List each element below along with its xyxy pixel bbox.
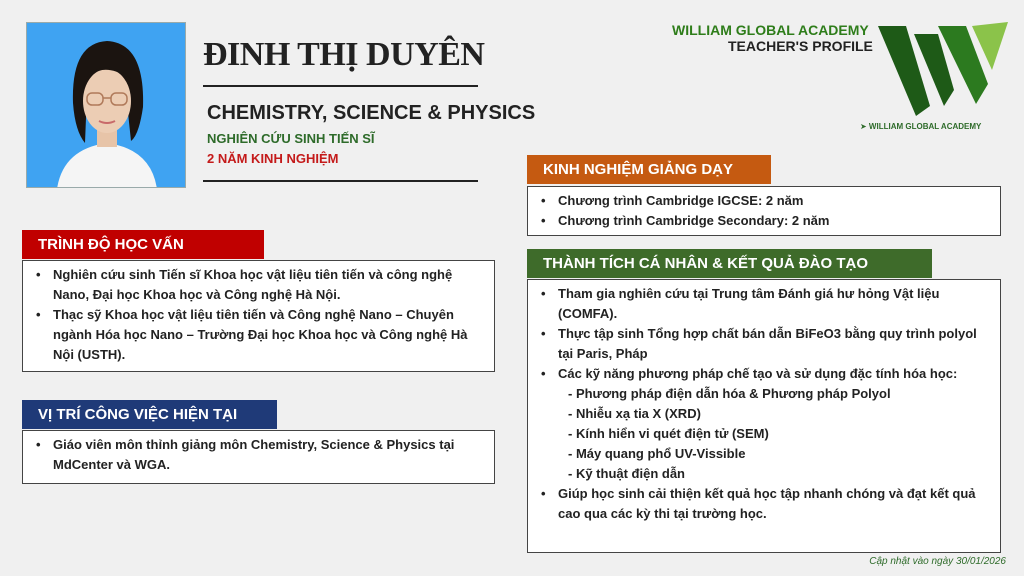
education-box <box>22 260 495 372</box>
education-item: • Thạc sỹ Khoa học vật liệu tiên tiến và Công nghệ Nano – Chuyên ngành Hóa học Nano – Trường Đại học Khoa học và Công nghệ Hà Nội (USTH). <box>33 305 484 365</box>
teaching-box <box>527 186 1001 236</box>
teacher-degree: NGHIÊN CỨU SINH TIẾN SĨ <box>207 131 375 146</box>
teacher-photo <box>26 22 186 188</box>
education-item: • Nghiên cứu sinh Tiến sĩ Khoa học vật liệu tiên tiến và công nghệ Nano, Đại học Khoa học và Công nghệ Hà Nội. <box>33 265 484 305</box>
teaching-heading: KINH NGHIỆM GIẢNG DẠY <box>527 155 771 184</box>
brand-subtitle: TEACHER'S PROFILE <box>728 38 873 54</box>
achievement-item: • Các kỹ năng phương pháp chế tạo và sử dụng đặc tính hóa học: <box>538 364 990 384</box>
position-heading: VỊ TRÍ CÔNG VIỆC HIỆN TẠI <box>22 400 277 429</box>
portrait-image <box>27 23 186 188</box>
wga-logo-icon <box>876 20 1010 120</box>
teaching-item: • Chương trình Cambridge IGCSE: 2 năm <box>538 191 990 211</box>
brand-title: WILLIAM GLOBAL ACADEMY <box>672 22 869 38</box>
skill-sub-item: - Máy quang phổ UV-Vissible <box>568 446 746 461</box>
position-box <box>22 430 495 484</box>
achievement-item: • Thực tập sinh Tổng hợp chất bán dẫn BiFeO3 bằng quy trình polyol tại Paris, Pháp <box>538 324 990 364</box>
achievements-heading: THÀNH TÍCH CÁ NHÂN & KẾT QUẢ ĐÀO TẠO <box>527 249 932 278</box>
education-heading: TRÌNH ĐỘ HỌC VẤN <box>22 230 264 259</box>
achievement-item: • Tham gia nghiên cứu tại Trung tâm Đánh giá hư hỏng Vật liệu (COMFA). <box>538 284 990 324</box>
skill-sub-item: - Kỹ thuật điện dẫn <box>568 466 685 481</box>
teacher-name: ĐINH THỊ DUYÊN <box>203 36 485 73</box>
position-item: • Giáo viên môn thỉnh giảng môn Chemistry, Science & Physics tại MdCenter và WGA. <box>33 435 484 475</box>
teacher-experience: 2 NĂM KINH NGHIỆM <box>207 151 339 166</box>
achievements-box <box>527 279 1001 553</box>
skill-sub-item: - Phương pháp điện dẫn hóa & Phương pháp Polyol <box>568 386 891 401</box>
teaching-item: • Chương trình Cambridge Secondary: 2 năm <box>538 211 990 231</box>
info-divider <box>203 180 478 182</box>
skill-sub-item: - Nhiễu xạ tia X (XRD) <box>568 406 701 421</box>
skill-sub-item: - Kính hiển vi quét điện tử (SEM) <box>568 426 769 441</box>
achievement-item: • Giúp học sinh cải thiện kết quả học tập nhanh chóng và đạt kết quả cao qua các kỳ thi tại trường học. <box>538 484 990 524</box>
updated-date: Cập nhật vào ngày 30/01/2026 <box>869 556 1006 567</box>
name-divider <box>203 85 478 87</box>
logo-caption: ➤ WILLIAM GLOBAL ACADEMY <box>860 122 982 131</box>
teacher-subject: CHEMISTRY, SCIENCE & PHYSICS <box>207 102 536 124</box>
